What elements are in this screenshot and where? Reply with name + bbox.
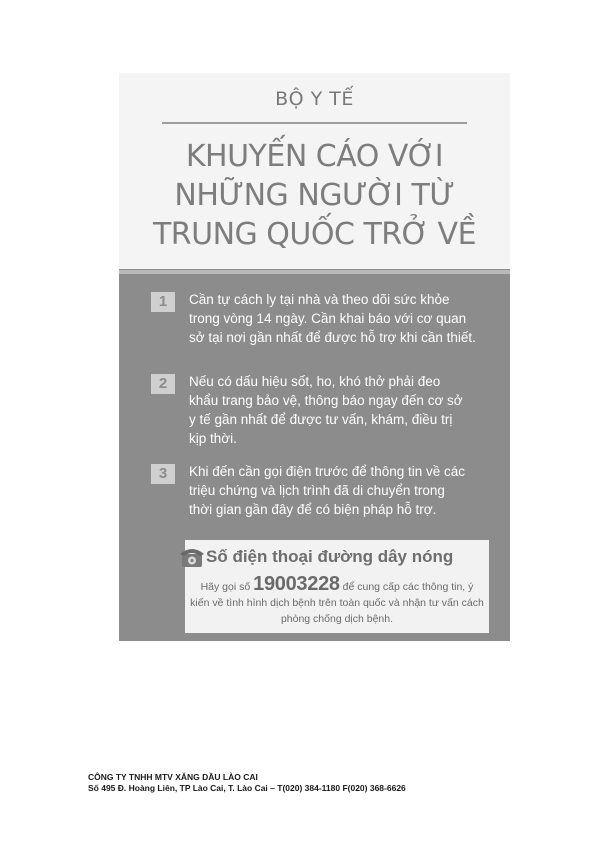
hotline-title: Số điện thoại đường dây nóng — [206, 547, 454, 566]
item-line: y tế gần nhất để được tư vấn, khám, điều trị — [189, 412, 453, 427]
item-line: Cần tự cách ly tại nhà và theo dõi sức khỏe — [189, 292, 450, 307]
item-line: kịp thời. — [189, 431, 237, 446]
item-number-badge: 1 — [151, 292, 175, 312]
hotline-prefix: Hãy gọi số — [200, 581, 251, 593]
poster-header — [119, 73, 510, 269]
company-footer — [88, 772, 406, 794]
item-text — [189, 372, 509, 448]
ministry-divider — [162, 122, 467, 124]
item-line: thời gian gần đây để có biện pháp hỗ trợ. — [189, 502, 437, 517]
hotline-line: phòng chống dịch bệnh. — [280, 613, 394, 625]
company-name: CÔNG TY TNHH MTV XĂNG DẦU LÀO CAI — [88, 772, 258, 782]
hotline-suffix: để cung cấp các thông tin, ý — [342, 581, 474, 593]
telephone-icon — [179, 546, 205, 568]
hotline-body — [189, 573, 485, 627]
title-line: NHỮNG NGƯỜI TỪ — [174, 178, 455, 213]
hotline-line: kiến về tình hình dịch bệnh trên toàn quốc và nhận tư vấn cách — [190, 597, 484, 609]
item-line: Khi đến cần gọi điện trước để thông tin về các — [189, 464, 466, 479]
item-line: khẩu trang bảo vệ, thông báo ngay đến cơ sở — [189, 393, 463, 408]
header-divider — [119, 270, 510, 274]
poster-title — [129, 137, 500, 254]
item-number-badge: 3 — [151, 464, 175, 484]
hotline-box — [185, 540, 489, 633]
hotline-number: 19003228 — [253, 573, 340, 595]
advisory-poster — [119, 73, 510, 641]
company-address: Số 495 Đ. Hoàng Liên, TP Lào Cai, T. Lào Cai – T(020) 384-1180 F(020) 368-6626 — [88, 783, 406, 793]
item-text — [189, 462, 509, 519]
item-number-badge: 2 — [151, 374, 175, 394]
item-text — [189, 290, 509, 347]
item-line: sở tại nơi gần nhất để được hỗ trợ khi cần thiết. — [189, 330, 476, 345]
title-line: TRUNG QUỐC TRỞ VỀ — [152, 217, 477, 252]
ministry-name: BỘ Y TẾ — [275, 88, 354, 110]
title-line: KHUYẾN CÁO VỚI — [185, 139, 444, 174]
item-line: trong vòng 14 ngày. Cần khai báo với cơ quan — [189, 311, 467, 326]
item-line: triệu chứng và lịch trình đã di chuyển trong — [189, 483, 445, 498]
hotline-line — [189, 573, 485, 595]
item-line: Nếu có dấu hiệu sốt, ho, khó thở phải đeo — [189, 374, 441, 389]
